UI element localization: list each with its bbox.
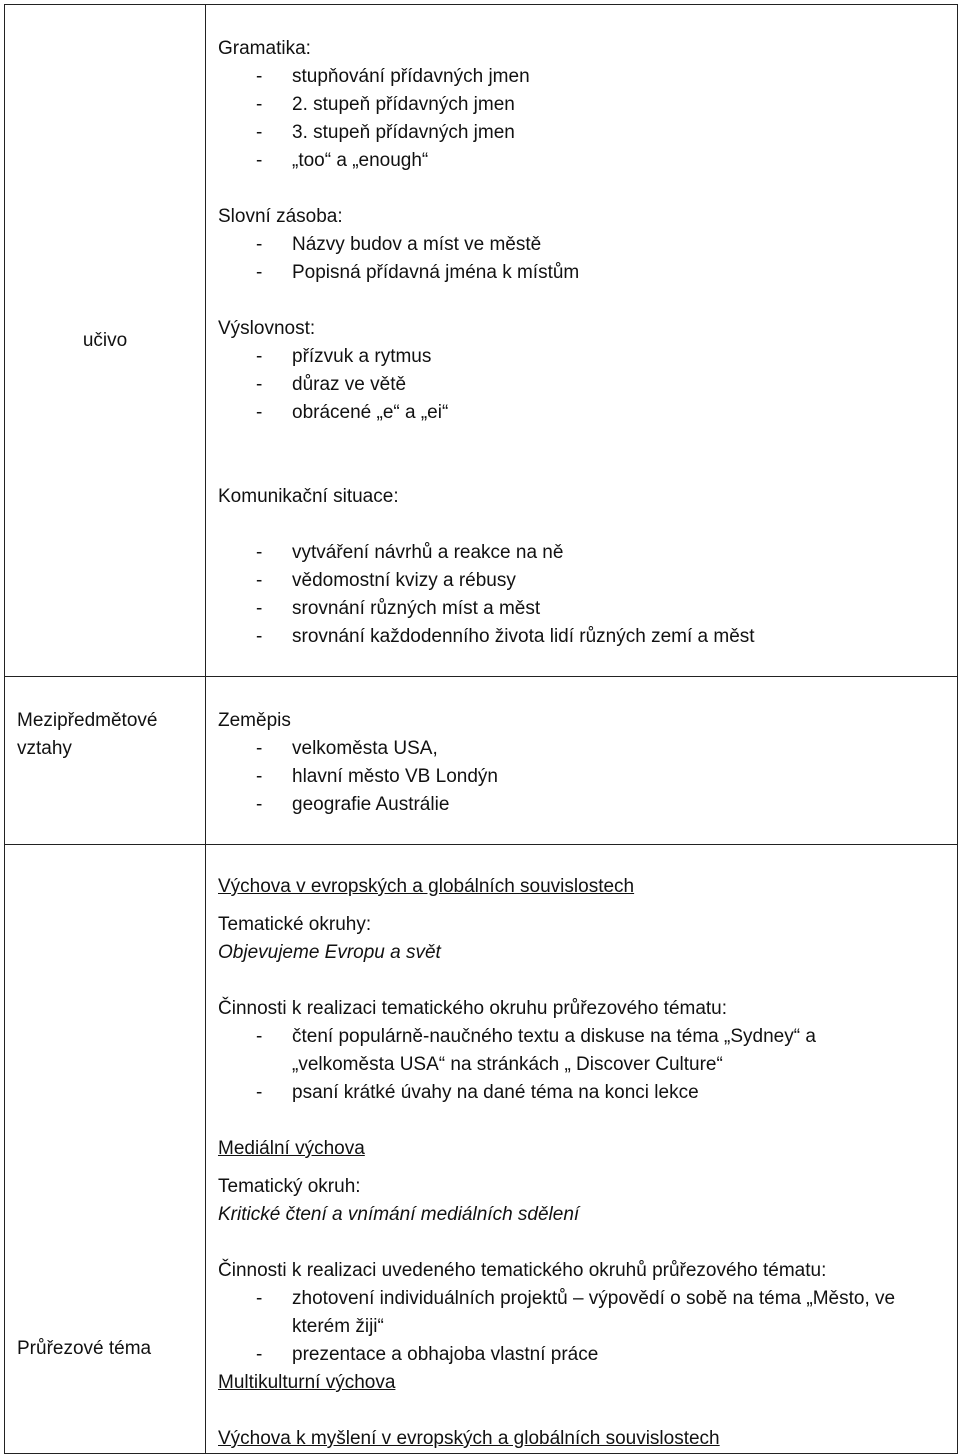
content-prurezove [206,845,958,1454]
curriculum-table [4,4,958,1454]
list-item: - Názvy budov a míst ve městě [218,231,949,259]
mezipredmetove-label-1: Mezipředmětové [17,710,158,731]
multikulturni-title: Multikulturní výchova [218,1372,396,1393]
list-item: - přízvuk a rytmus [218,343,949,371]
content-mezipredmetove [206,677,958,845]
myslenie-title: Výchova k myšlení v evropských a globálních souvislostech [218,1428,720,1449]
list-item: - hlavní město VB Londýn [218,763,949,791]
zemepis-title: Zeměpis [218,710,291,731]
cinnosti-list-1 [218,1023,949,1107]
list-item: - stupňování přídavných jmen [218,63,949,91]
prurezove-label: Průřezové téma [17,1338,152,1359]
list-item: - 3. stupeň přídavných jmen [218,119,949,147]
komunikacni-list [218,539,949,651]
list-item: - vytváření návrhů a reakce na ně [218,539,949,567]
list-item: - obrácené „e“ a „ei“ [218,399,949,427]
gramatika-list [218,63,949,175]
slovni-zasoba-list [218,231,949,287]
label-prurezove [5,845,206,1454]
okruhy-value: Objevujeme Evropu a svět [218,942,441,963]
medialni-title: Mediální výchova [218,1138,365,1159]
list-item: - 2. stupeň přídavných jmen [218,91,949,119]
cinnosti-title-1: Činnosti k realizaci tematického okruhu průřezového tématu: [218,998,728,1019]
list-item: - zhotovení individuálních projektů – výpovědí o sobě na téma „Město, ve kterém žiji“ [218,1285,949,1341]
cinnosti-title-2: Činnosti k realizaci uvedeného tematického okruhů průřezového tématu: [218,1260,827,1281]
mezipredmetove-label-2: vztahy [17,738,72,759]
ucivo-label: učivo [82,329,128,351]
okruhy-label: Tematické okruhy: [218,914,372,935]
cinnosti-list-2 [218,1285,949,1369]
list-item: - prezentace a obhajoba vlastní práce [218,1341,949,1369]
vychova-evropa-title: Výchova v evropských a globálních souvislostech [218,876,635,897]
list-item: - srovnání každodenního života lidí různých zemí a měst [218,623,949,651]
okruh-label: Tematický okruh: [218,1176,361,1197]
gramatika-title: Gramatika: [218,38,311,59]
content-ucivo [206,5,958,677]
list-item: - geografie Austrálie [218,791,949,819]
row-prurezove [5,845,958,1454]
list-item: - velkoměsta USA, [218,735,949,763]
list-item: - srovnání různých míst a měst [218,595,949,623]
zemepis-list [218,735,949,819]
row-ucivo [5,5,958,677]
vyslovnost-title: Výslovnost: [218,318,316,339]
okruh-value: Kritické čtení a vnímání mediálních sdělení [218,1204,580,1225]
slovni-zasoba-title: Slovní zásoba: [218,206,343,227]
list-item: - „too“ a „enough“ [218,147,949,175]
label-ucivo [5,5,206,677]
list-item: - čtení populárně-naučného textu a diskuse na téma „Sydney“ a „velkoměsta USA“ na stránkách „ Discover Culture“ [218,1023,949,1079]
label-mezipredmetove [5,677,206,845]
list-item: - důraz ve větě [218,371,949,399]
komunikacni-title: Komunikační situace: [218,486,399,507]
list-item: - Popisná přídavná jména k místům [218,259,949,287]
list-item: - psaní krátké úvahy na dané téma na konci lekce [218,1079,949,1107]
row-mezipredmetove [5,677,958,845]
vyslovnost-list [218,343,949,427]
list-item: - vědomostní kvizy a rébusy [218,567,949,595]
